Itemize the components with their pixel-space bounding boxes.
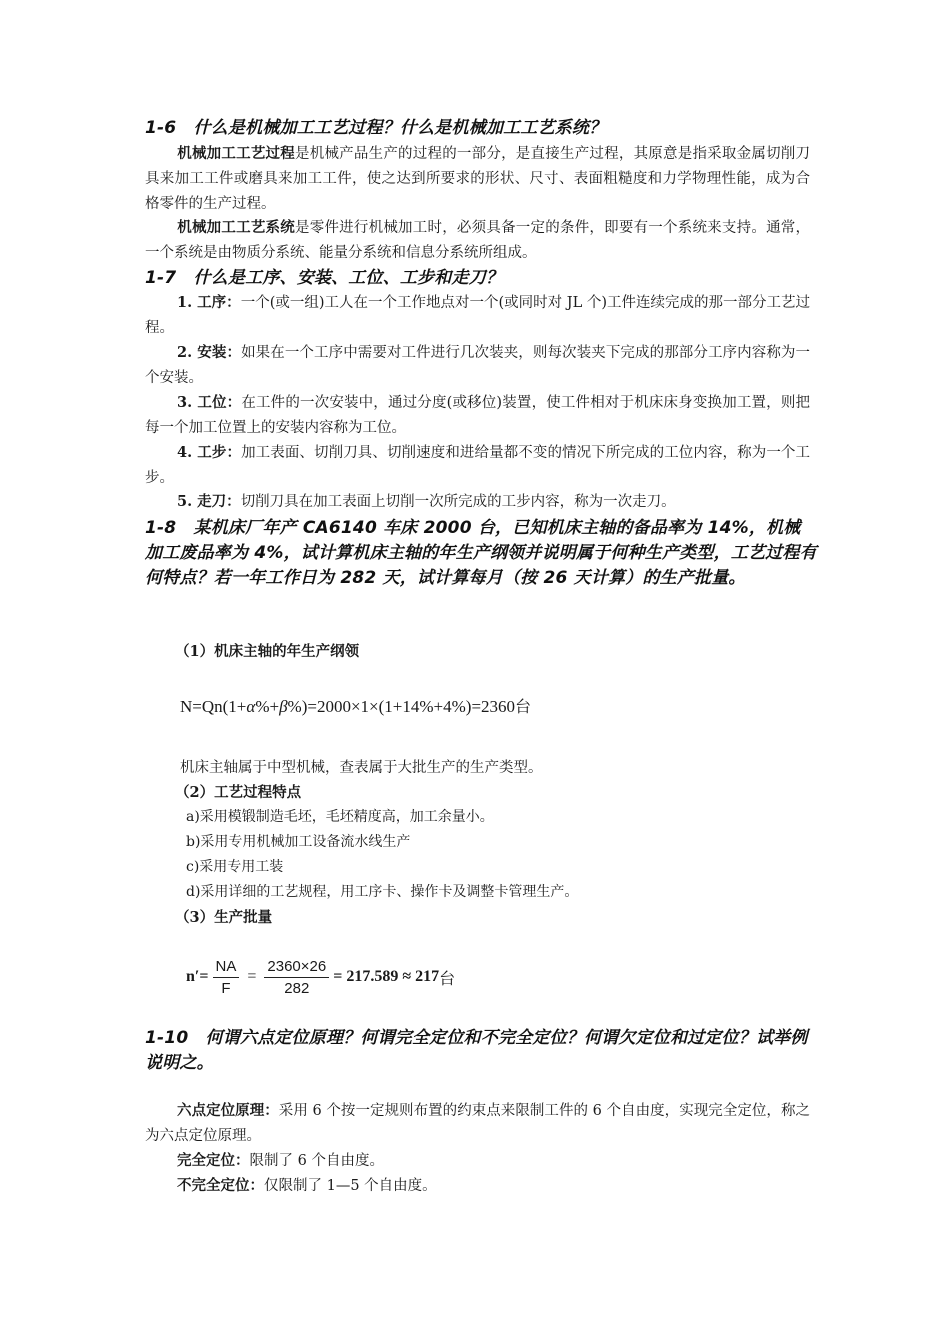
term-six-point: 六点定位原理： bbox=[177, 1102, 279, 1119]
definition-item bbox=[145, 290, 810, 341]
subheading-batch-size: （3）生产批量 bbox=[175, 909, 273, 926]
formula-lhs: n′= bbox=[186, 968, 209, 985]
definition-text: 在工件的一次安装中，通过分度(或移位)装置，使工件相对于机床床身变换加工置，则把每一个加工位置上的安装内容称为工位。 bbox=[145, 395, 811, 436]
definition-item bbox=[145, 440, 810, 491]
definition-text: 切削刀具在加工表面上切削一次所完成的工步内容，称为一次走刀。 bbox=[240, 494, 676, 510]
paragraph-text: 是机械产品生产的过程的一部分，是直接生产过程，其原意是指采取金属切削刀具来加工工件或磨具来加工工件，使之达到所要求的形状、尺寸、表面粗糙度和力学物理性能，成为合格零件的生产过程。 bbox=[145, 146, 811, 212]
subheading-process-features: （2）工艺过程特点 bbox=[175, 784, 302, 801]
feature-list-item: c)采用专用工装 bbox=[186, 859, 284, 875]
section-1-7-heading: 1-7 什么是工序、安装、工位、工步和走刀？ bbox=[145, 268, 504, 288]
definition-text: 如果在一个工序中需要对工件进行几次装夹，则每次装夹下完成的那部分工序内容称为一个安装。 bbox=[145, 345, 811, 386]
definition-term: 4. 工步： bbox=[177, 444, 242, 461]
alpha-symbol: α bbox=[246, 697, 256, 716]
section-1-10-paragraph-1 bbox=[145, 1098, 810, 1149]
term-complete-location: 完全定位： bbox=[177, 1152, 250, 1169]
formula-part: N=Qn(1+ bbox=[180, 697, 247, 716]
annual-output-formula bbox=[180, 694, 531, 717]
paragraph-text: 限制了 6 个自由度。 bbox=[249, 1153, 384, 1169]
feature-list-item: d)采用详细的工艺规程，用工序卡、操作卡及调整卡管理生产。 bbox=[186, 884, 579, 900]
paragraph-text: 仅限制了 1—5 个自由度。 bbox=[264, 1178, 437, 1194]
paragraph-text: 是零件进行机械加工时，必须具备一定的条件，即要有一个系统来支持。通常，一个系统是由物质分系统、能量分系统和信息分系统所组成。 bbox=[145, 220, 811, 261]
term-process: 机械加工工艺过程 bbox=[177, 145, 295, 162]
formula-part: %)=2000×1×(1+14%+4%)=2360 bbox=[287, 697, 516, 716]
term-incomplete-location: 不完全定位： bbox=[177, 1177, 264, 1194]
formula-result: = 217.589 ≈ 217 bbox=[333, 968, 440, 985]
batch-size-formula bbox=[186, 952, 455, 1002]
denominator: F bbox=[221, 979, 231, 997]
definition-item bbox=[145, 489, 810, 515]
term-system: 机械加工工艺系统 bbox=[177, 219, 295, 236]
formula-part: %+ bbox=[255, 697, 280, 716]
formula-unit: 台 bbox=[515, 697, 532, 716]
production-type-conclusion: 机床主轴属于中型机械，查表属于大批生产的生产类型。 bbox=[180, 760, 543, 776]
definition-item bbox=[145, 390, 810, 441]
feature-list-item: a)采用模锻制造毛坯，毛坯精度高，加工余量小。 bbox=[186, 809, 494, 825]
definition-term: 1. 工序： bbox=[177, 294, 241, 311]
section-1-6-paragraph-2 bbox=[145, 215, 810, 266]
section-1-6-paragraph-1 bbox=[145, 141, 810, 217]
section-1-10-paragraph-2 bbox=[145, 1148, 810, 1174]
beta-symbol: β bbox=[279, 697, 288, 716]
section-1-10-heading: 1-10 何谓六点定位原理？何谓完全定位和不完全定位？何谓欠定位和过定位？试举例说明之。 bbox=[145, 1028, 808, 1073]
section-1-10-paragraph-3 bbox=[145, 1173, 810, 1199]
definition-term: 5. 走刀： bbox=[177, 493, 241, 510]
definition-text: 一个(或一组)工人在一个工作地点对一个(或同时对 JL 个)工件连续完成的那一部分工艺过程。 bbox=[145, 295, 810, 336]
denominator: 282 bbox=[284, 979, 310, 997]
numerator: NA bbox=[213, 958, 240, 978]
paragraph-text: 采用 6 个按一定规则布置的约束点来限制工件的 6 个自由度，实现完全定位，称之为六点定位原理。 bbox=[145, 1103, 811, 1144]
numerator: 2360×26 bbox=[264, 958, 329, 978]
section-1-8-heading: 1-8 某机床厂年产 CA6140 车床 2000 台，已知机床主轴的备品率为 14%，机械加工废品率为 4%，试计算机床主轴的年生产纲领并说明属于何种生产类型，工艺过程有何特点？若一年工作日为 282 天，试计算每月（按 26 天计算）的生产批量。 bbox=[145, 518, 817, 588]
definition-term: 3. 工位： bbox=[177, 394, 242, 411]
equals-sign: = bbox=[247, 968, 257, 985]
definition-term: 2. 安装： bbox=[177, 344, 242, 361]
feature-list-item: b)采用专用机械加工设备流水线生产 bbox=[186, 834, 411, 850]
definition-item bbox=[145, 340, 810, 391]
definition-text: 加工表面、切削刀具、切削速度和进给量都不变的情况下所完成的工位内容，称为一个工步。 bbox=[145, 445, 811, 486]
subheading-annual-output: （1）机床主轴的年生产纲领 bbox=[175, 643, 360, 660]
fraction-values bbox=[264, 958, 329, 997]
section-1-6-heading: 1-6 什么是机械加工工艺过程？什么是机械加工工艺系统？ bbox=[145, 118, 607, 138]
fraction-na-over-f bbox=[213, 958, 240, 997]
formula-unit: 台 bbox=[439, 968, 456, 988]
